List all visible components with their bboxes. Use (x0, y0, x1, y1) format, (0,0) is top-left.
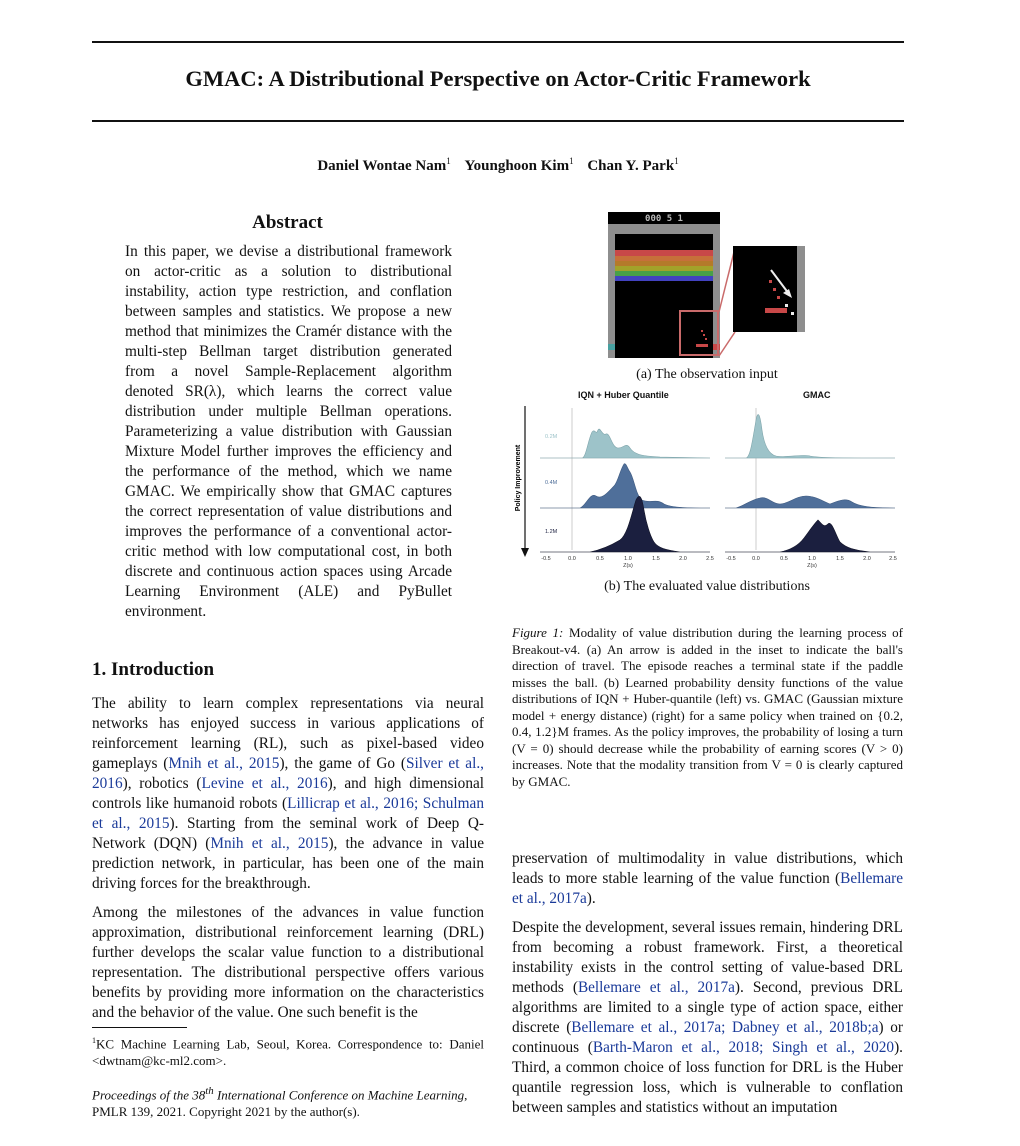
intro-paragraph-4: Despite the development, several issues remain, hindering DRL from becoming a robust framework. First, a theoretical instability exists in the control setting of value-based DRL methods (Bellemare et al., 2017a). Second, previous DRL algorithms are limited to a single type of action space, either discrete (Bellemare et al., 2017a; Dabney et al., 2018b;a) or continuous (Barth-Maron et al., 2018; Singh et al., 2020). Third, a common choice of loss function for DRL is the Huber quantile regression loss, which is vulnerable to conflation between samples and statistics without an imputation (512, 919, 903, 1116)
author-1: Daniel Wontae Nam$^1$ (317, 156, 451, 174)
citation-link[interactable]: Lillicrap et al., 2016; Schulman et al., 2015 (92, 795, 484, 832)
dist-gmac-0.4m (725, 496, 895, 508)
tick-label: 0.0 (568, 556, 576, 562)
inset-zoom-graphic (733, 246, 805, 332)
tick-label: 2.5 (706, 556, 714, 562)
paper-title: GMAC: A Distributional Perspective on Actor-Critic Framework (185, 66, 811, 91)
tick-label: 2.0 (679, 556, 687, 562)
citation-link[interactable]: Barth-Maron et al., 2018; Singh et al., 2020 (592, 1039, 895, 1056)
citation-link[interactable]: Levine et al., 2016 (201, 775, 328, 792)
tick-label: 2.5 (889, 556, 897, 562)
tick-label: 1.5 (652, 556, 660, 562)
tick-label: -0.5 (726, 556, 736, 562)
y-axis-label: Policy Improvement (515, 444, 522, 512)
footnote: $^1$KC Machine Learning Lab, Seoul, Korea. Correspondence to: Daniel <dwtnam@kc-ml2.com>. (92, 1036, 484, 1069)
section-heading-introduction: 1. Introduction (92, 659, 215, 680)
tick-label: 0.5 (780, 556, 788, 562)
subfigure-caption-b: (b) The evaluated value distributions (604, 579, 810, 594)
tick-label: 0.5 (596, 556, 604, 562)
row-label-3: 1.2M (545, 529, 558, 535)
footnote-rule (92, 1027, 187, 1028)
citation-link[interactable]: Bellemare et al., 2017a; Dabney et al., 2018b;a (571, 1019, 879, 1036)
intro-paragraph-1: The ability to learn complex representations via neural networks has enjoyed success in various applications of reinforcement learning (RL), such as pixel-based video gameplays (Mnih et al., 2015), the game of Go (Silver et al., 2016), robotics (Levine et al., 2016), and high dimensional controls like humanoid robots (Lillicrap et al., 2016; Schulman et al., 2015). Starting from the seminal work of Deep Q-Network (DQN) (Mnih et al., 2015), the advance in value prediction network, in particular, has been one of the main driving forces for the breakthrough. (92, 695, 485, 892)
dist-gmac-1.2m (725, 520, 895, 552)
dist-iqn-0.2m (540, 429, 710, 458)
panel-title-right: GMAC (803, 390, 831, 400)
panel-title-left: IQN + Huber Quantile (578, 390, 669, 400)
score-display: 000 5 1 (645, 214, 683, 224)
citation-link[interactable]: Mnih et al., 2015 (168, 755, 280, 772)
author-3: Chan Y. Park$^1$ (587, 156, 679, 174)
x-axis-label-left: Z(s) (623, 563, 633, 569)
citation-link[interactable]: Mnih et al., 2015 (210, 835, 329, 852)
tick-label: -0.5 (541, 556, 551, 562)
tick-label: 1.5 (836, 556, 844, 562)
x-axis-ticks (541, 556, 897, 569)
citation-link[interactable]: Silver et al., 2016 (92, 755, 484, 792)
citation-link[interactable]: Bellemare et al., 2017a (577, 979, 735, 996)
proceedings-note: Proceedings of the 38th International Conference on Machine Learning, PMLR 139, 2021. Copyright 2021 by the author(s). (92, 1085, 468, 1120)
row-label-1: 0.2M (545, 434, 558, 440)
dist-gmac-0.2m (725, 415, 895, 458)
inset-zoom (733, 246, 805, 332)
tick-label: 1.0 (624, 556, 632, 562)
abstract-heading: Abstract (252, 212, 323, 233)
abstract-text: In this paper, we devise a distributional framework on actor-critic as a solution to distributional instability, action type restriction, and conflation between samples and statistics. We propose a new method that minimizes the Cramér distance with the multi-step Bellman target distribution generated from a novel Sample-Replacement algorithm denoted SR(λ), which learns the correct value distribution under multiple Bellman operations. Parameterizing a value distribution with Gaussian Mixture Model further improves the efficiency and the performance of the method, which we name GMAC. We empirically show that GMAC captures the correct representation of value distributions and improves the performance of a conventional actor-critic method with low computational cost, in both discrete and continuous action spaces using Arcade Learning Environment (ALE) and PyBullet environment. (125, 243, 452, 620)
down-arrow-icon (521, 548, 529, 557)
title-bottom-rule (92, 120, 904, 122)
tick-label: 1.0 (808, 556, 816, 562)
top-rule (92, 41, 904, 43)
figure-caption: Figure 1: Modality of value distribution during the learning process of Breakout-v4. (a) An arrow is added in the inset to indicate the ball's direction of travel. The episode reaches a terminal state if the paddle misses the ball. (b) Learned probability density functions of the value distributions of IQN + Huber-quantile (left) vs. GMAC (Gaussian mixture model + energy distance) (right) for a same policy when trained on {0.2, 0.4, 1.2}M frames. As the policy improves, the probability of losing a turn (V = 0) should decrease while the probability of earning scores (V > 0) increases. Note that the modality transition from V = 0 is clearly captured by GMAC. (512, 625, 903, 789)
author-list (92, 156, 904, 175)
inset-source-box (679, 310, 719, 356)
x-axis-label-right: Z(s) (807, 563, 817, 569)
tick-label: 0.0 (752, 556, 760, 562)
intro-paragraph-2: Among the milestones of the advances in value function approximation, distributional reinforcement learning (DRL) further develops the scalar value function to a distributional representation. The distributional perspective offers various benefits by providing more information on the characteristics and the behavior of the value. One such benefit is the (92, 904, 484, 1021)
citation-link[interactable]: Bellemare et al., 2017a (512, 870, 903, 907)
subfigure-caption-a: (a) The observation input (636, 367, 778, 382)
value-distribution-plot (510, 400, 904, 576)
tick-label: 2.0 (863, 556, 871, 562)
intro-paragraph-3: preservation of multimodality in value distributions, which leads to more stable learning of the value function (Bellemare et al., 2017a). (512, 850, 903, 907)
author-2: Younghoon Kim$^1$ (464, 156, 574, 174)
row-label-2: 0.4M (545, 480, 558, 486)
dist-iqn-0.4m (540, 464, 710, 508)
